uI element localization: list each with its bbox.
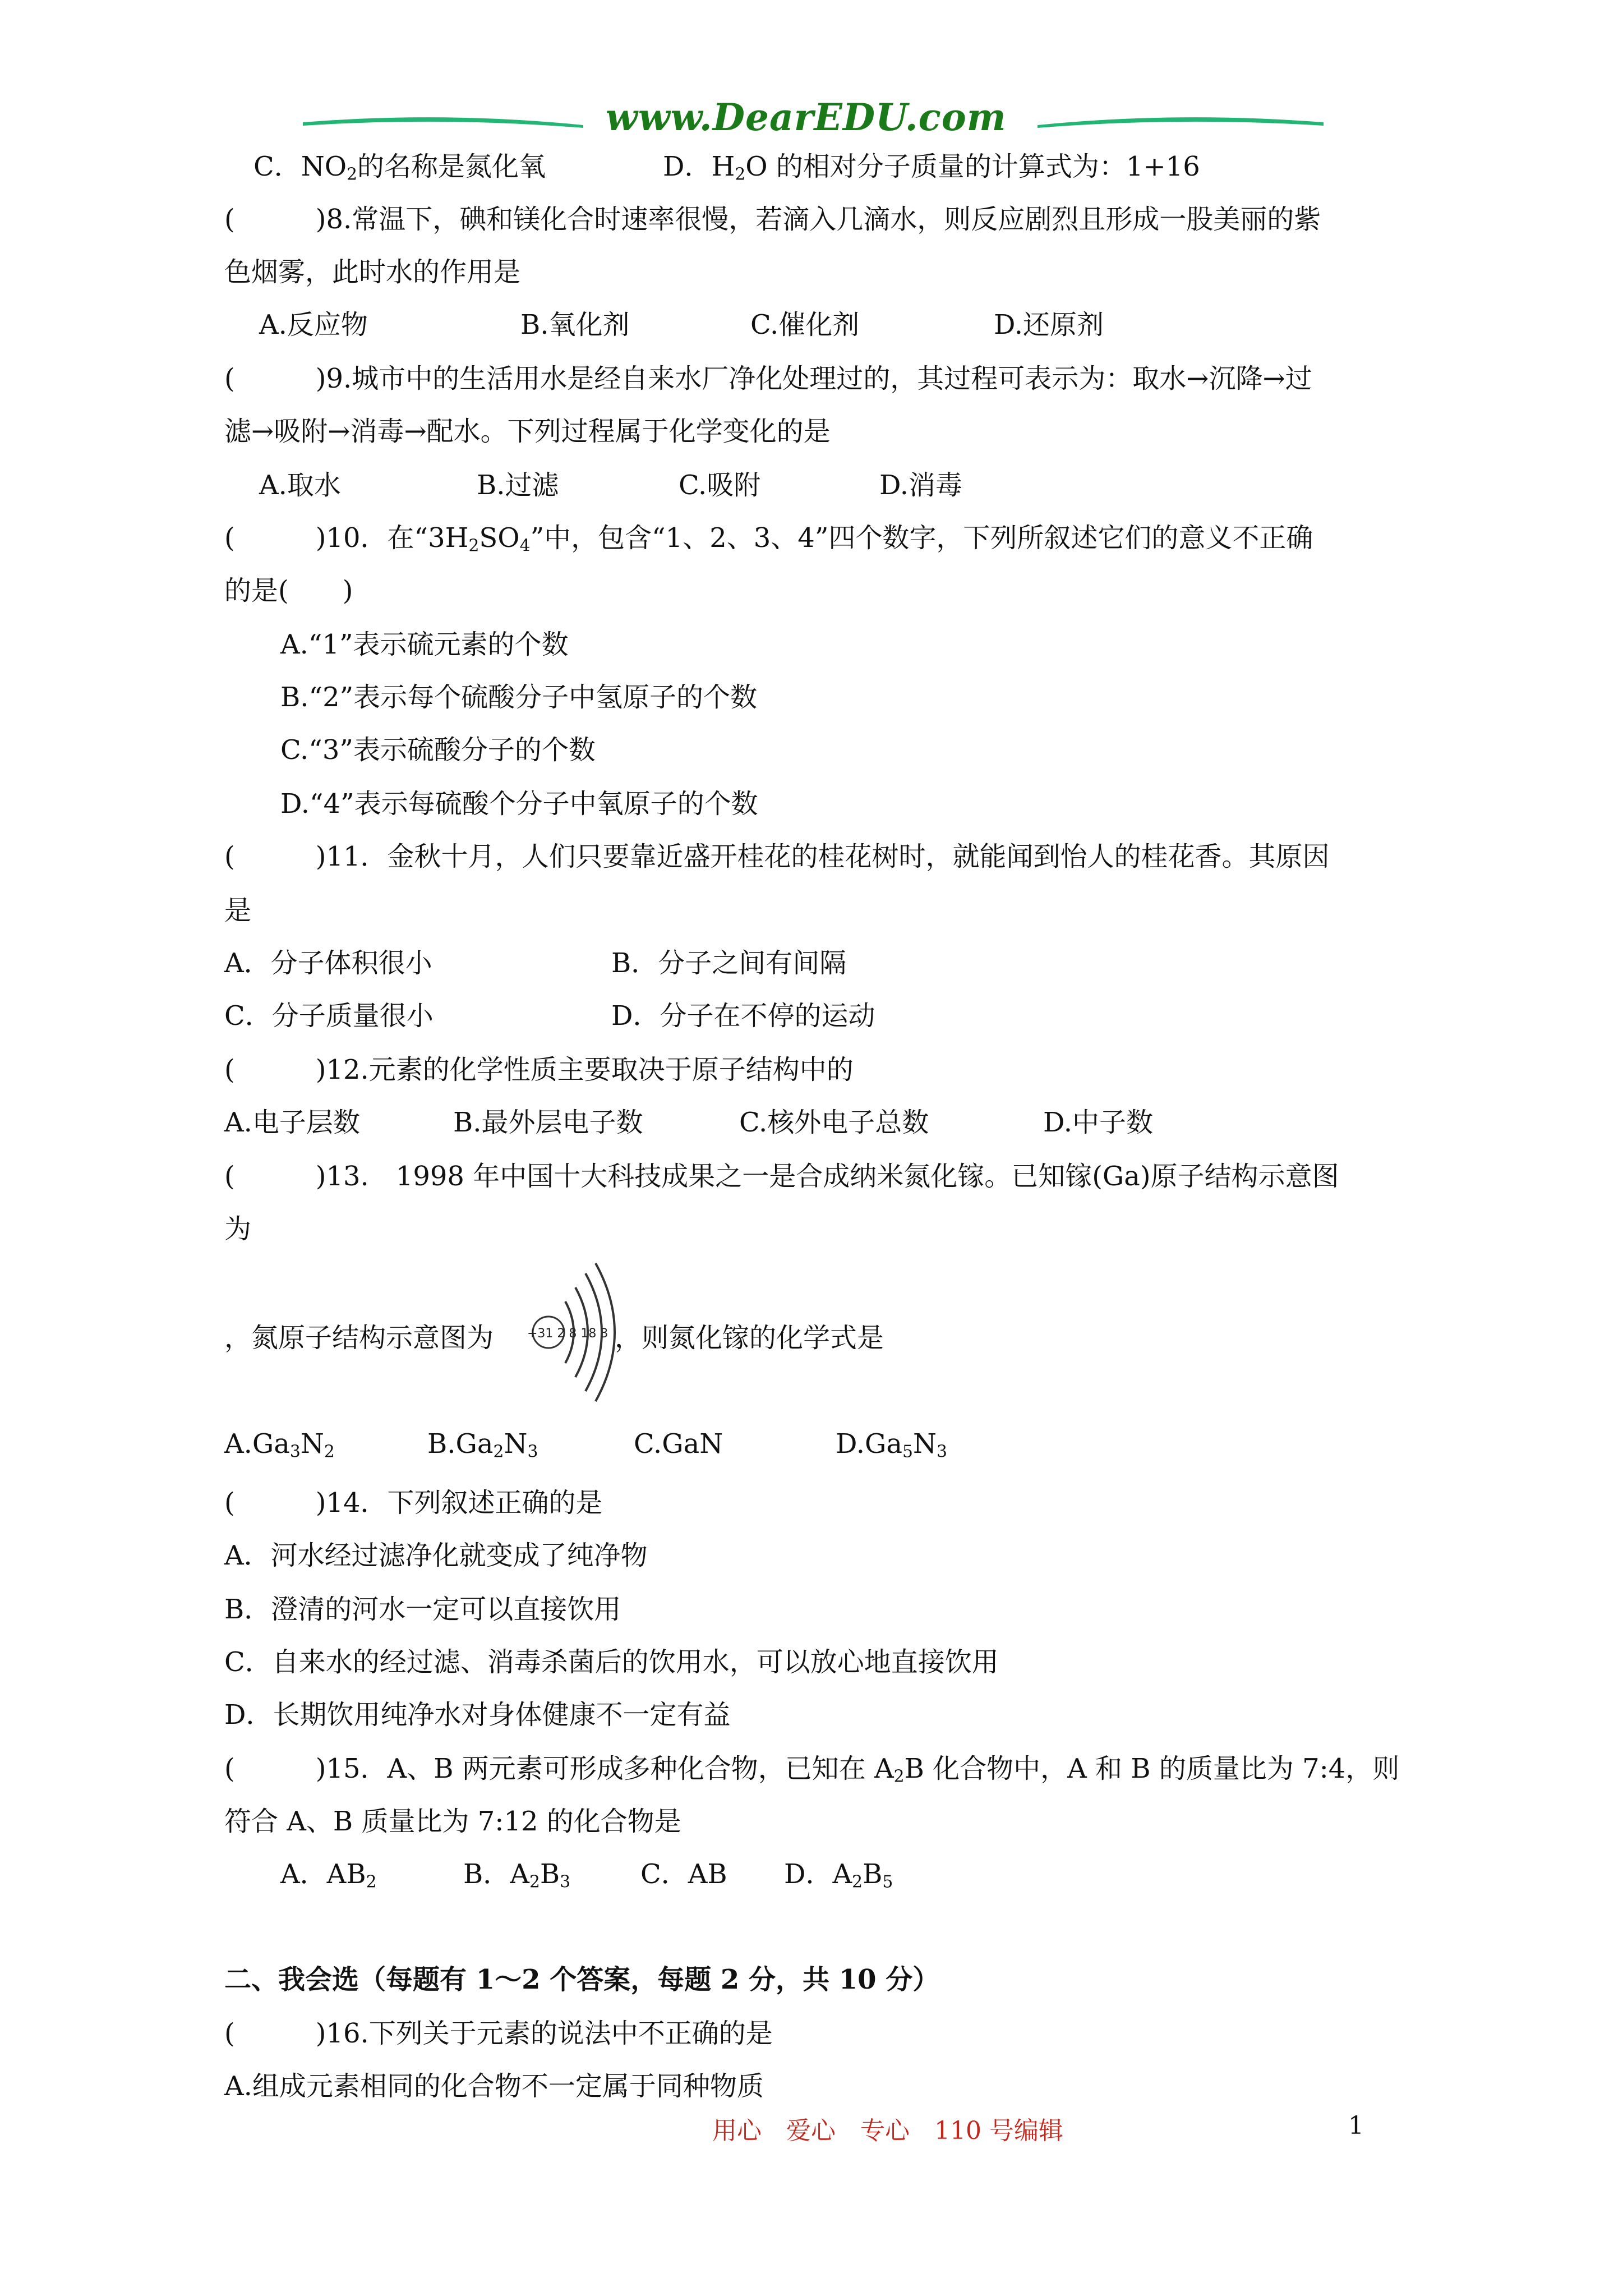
- q8-option-d: D.还原剂: [994, 309, 1104, 341]
- q10-option-a: A.“1”表示硫元素的个数: [280, 629, 569, 660]
- q11-option-a: A．分子体积很小: [224, 947, 432, 979]
- q8-option-c: C.催化剂: [750, 309, 860, 341]
- atom-diagram-label: +31 2 8 18 3: [527, 1327, 608, 1341]
- q13-text-line2: 为: [224, 1213, 252, 1245]
- q15-option-a: A．$AB_2$: [280, 1858, 377, 1892]
- q8-option-b: B.氧化剂: [520, 309, 630, 341]
- q8-option-a: A.反应物: [259, 309, 368, 341]
- q16-text-line1: ( )16.下列关于元素的说法中不正确的是: [224, 2018, 773, 2049]
- q14-option-d: D．长期饮用纯净水对身体健康不一定有益: [224, 1699, 731, 1731]
- q10-text-line2: 的是( ): [224, 575, 353, 606]
- q13-text-line3b: ，则氮化镓的化学式是: [615, 1322, 884, 1354]
- footer-text: 用心 爱心 专心 110 号编辑: [712, 2116, 1063, 2145]
- q10-text-line1: ( )10．在“$3H_2SO_4$”中，包含“1、2、3、4”四个数字，下列所叙述它们的意义不正确: [224, 522, 1313, 556]
- atom-structure-diagram: [522, 1262, 623, 1402]
- q9-option-a: A.取水: [259, 470, 341, 501]
- q10-option-c: C.“3”表示硫酸分子的个数: [280, 734, 596, 766]
- page-number: 1: [1348, 2111, 1364, 2140]
- q12-option-a: A.电子层数: [224, 1107, 360, 1138]
- site-logo-text: www.DearEDU.com: [606, 95, 1007, 139]
- q7-option-c: C．$NO_2$的名称是氮化氧: [253, 151, 546, 185]
- q10-option-b: B.“2”表示每个硫酸分子中氢原子的个数: [280, 682, 758, 713]
- q11-text-line1: ( )11．金秋十月，人们只要靠近盛开桂花的桂花树时，就能闻到怡人的桂花香。其原因: [224, 841, 1330, 872]
- q14-option-a: A．河水经过滤净化就变成了纯净物: [224, 1540, 648, 1571]
- q9-option-d: D.消毒: [879, 470, 963, 501]
- q7-option-d: D．$H_2O$ 的相对分子质量的计算式为：1+16: [663, 151, 1200, 185]
- q12-option-d: D.中子数: [1043, 1107, 1154, 1138]
- q15-option-b: B．$A_2B_3$: [463, 1858, 571, 1892]
- q10-option-d: D.“4”表示每硫酸个分子中氧原子的个数: [280, 788, 758, 820]
- q11-option-c: C．分子质量很小: [224, 1000, 434, 1032]
- q13-text-line3a: ，氮原子结构示意图为: [224, 1322, 494, 1354]
- q14-option-b: B．澄清的河水一定可以直接饮用: [224, 1594, 621, 1625]
- q13-option-a: $A.Ga_3N_2$: [224, 1428, 335, 1462]
- q8-text-line1: ( )8.常温下，碘和镁化合时速率很慢，若滴入几滴水，则反应剧烈且形成一股美丽的紫: [224, 204, 1321, 235]
- q11-option-d: D．分子在不停的运动: [611, 1000, 875, 1032]
- q14-option-c: C．自来水的经过滤、消毒杀菌后的饮用水，可以放心地直接饮用: [224, 1646, 999, 1678]
- q9-option-c: C.吸附: [679, 470, 761, 501]
- q15-text-line1: ( )15．A、B 两元素可形成多种化合物，已知在 $A_2B$ 化合物中，A 和 B 的质量比为 7:4，则: [224, 1753, 1400, 1787]
- q13-option-b: $B.Ga_2N_3$: [427, 1428, 538, 1462]
- section-2-heading: 二、我会选（每题有 1～2 个答案，每题 2 分，共 10 分）: [224, 1964, 940, 1995]
- q16-option-a: A.组成元素相同的化合物不一定属于同种物质: [224, 2070, 764, 2102]
- q9-text-line2: 滤→吸附→消毒→配水。下列过程属于化学变化的是: [224, 416, 831, 447]
- q15-option-d: D．$A_2B_5$: [784, 1858, 893, 1892]
- q9-option-b: B.过滤: [477, 470, 559, 501]
- q8-text-line2: 色烟雾，此时水的作用是: [224, 256, 521, 288]
- q13-text-line1: ( )13. 1998 年中国十大科技成果之一是合成纳米氮化镓。已知镓(Ga)原子结构示意图: [224, 1161, 1339, 1192]
- q14-text-line1: ( )14．下列叙述正确的是: [224, 1487, 603, 1519]
- q12-option-b: B.最外层电子数: [453, 1107, 643, 1138]
- q13-option-c: C.GaN: [634, 1428, 723, 1460]
- q11-option-b: B．分子之间有间隔: [611, 947, 847, 979]
- q12-text-line1: ( )12.元素的化学性质主要取决于原子结构中的: [224, 1054, 854, 1085]
- q11-text-line2: 是: [224, 895, 252, 926]
- q13-option-d: $D.Ga_5N_3$: [836, 1428, 947, 1462]
- q15-option-c: C．AB: [640, 1858, 727, 1890]
- q9-text-line1: ( )9.城市中的生活用水是经自来水厂净化处理过的，其过程可表示为：取水→沉降→过: [224, 363, 1312, 394]
- q15-text-line2: 符合 A、B 质量比为 7:12 的化合物是: [224, 1806, 681, 1837]
- q12-option-c: C.核外电子总数: [739, 1107, 929, 1138]
